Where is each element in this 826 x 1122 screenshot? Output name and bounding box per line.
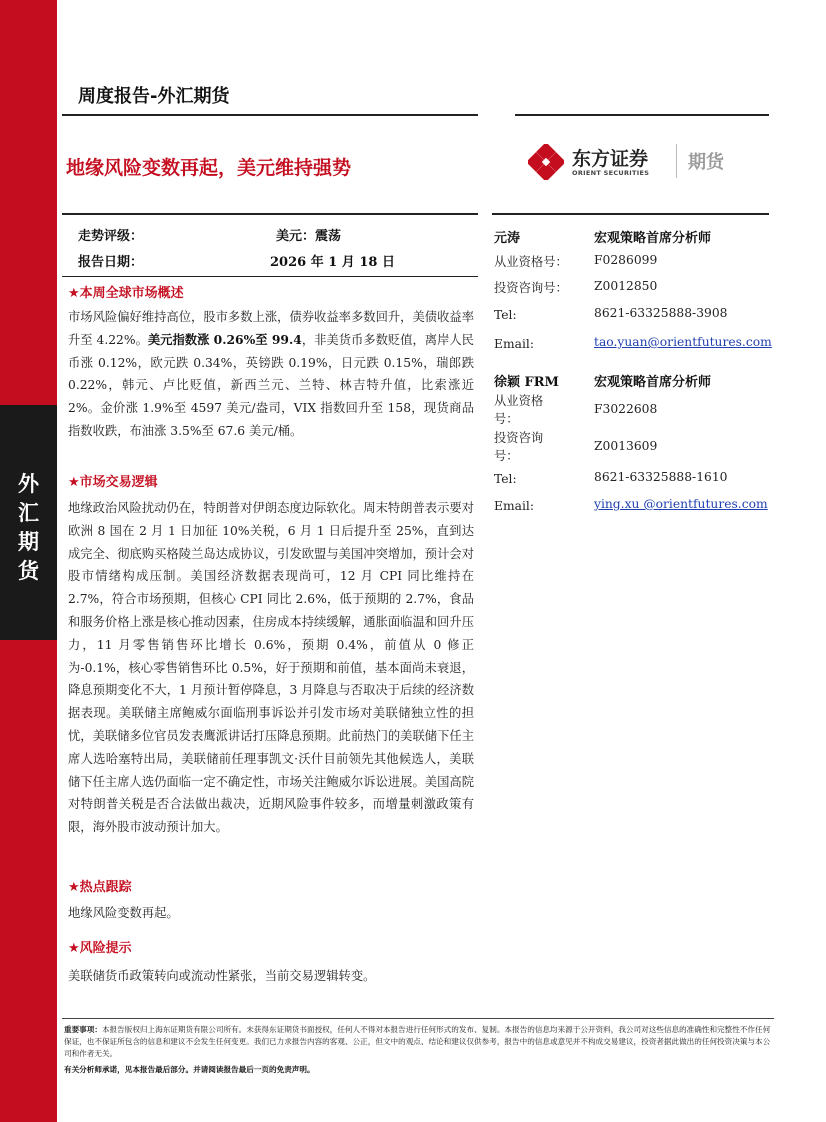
email-label: Email: <box>494 499 534 513</box>
overview-paragraph: 市场风险偏好维持高位，股市多数上涨，债券收益率多数回升，美债收益率升至 4.22%。美元指数涨 0.26%至 99.4，非美货币多数贬值，离岸人民币涨 0.12%，欧元跌 0.34%，英镑跌 0.19%，日元跌 0.15%，瑞郎跌 0.22%，韩元、卢比贬值，新西兰元、兰特、林吉特升值，比索涨近 2%。金价涨 1.9%至 4597 美元/盎司，VIX 指数回升至 158，现货商品指数收跌，布油涨 3.5%至 67.6 美元/桶。 <box>68 310 474 438</box>
side-label: 外 汇 期 货 <box>18 472 39 583</box>
logic-paragraph: 地缘政治风险扰动仍在，特朗普对伊朗态度边际软化。周末特朗普表示要对欧洲 8 国在 2 月 1 日加征 10%关税，6 月 1 日后提升至 25%，直到达成完全、彻底购买格陵兰岛达成协议，引发欧盟与美国冲突增加，预计会对股市情绪构成压制。美国经济数据表现尚可，12 月 CPI 同比维持在 2.7%，符合市场预期，但核心 CPI 同比 2.6%，低于预期的 2.7%，食品和服务价格上涨是核心推动因素，住房成本持续缓解，通胀面临温和回升压力，11 月零售销售环比增长 0.6%，预期 0.4%，前值从 0 修正为-0.1%，核心零售销售环比 0.5%，好于预期和前值，基本面尚未衰退，降息预期变化不大，1 月预计暂停降息，3 月降息与否取决于后续的经济数据表现。美联储主席鲍威尔面临刑事诉讼并引发市场对美联储独立性的担忧，美联储多位官员发表鹰派讲话打压降息预期。此前热门的美联储下任主席人选哈塞特出局，美联储前任理事凯文·沃什目前领先其他候选人，美联储下任主席人选仍面临一定不确定性，市场关注鲍威尔诉讼进展。美国高院对特朗普关税是否合法做出裁决，近期风险事件较多，而增量刺激政策有限，海外股市波动预计加大。 <box>68 501 474 835</box>
divider <box>62 114 478 116</box>
disclaimer-note: 有关分析师承诺，见本报告最后部分。并请阅读报告最后一页的免责声明。 <box>64 1065 315 1074</box>
section-title-risk: ★风险提示 <box>68 941 132 956</box>
logo-text-en: ORIENT SECURITIES <box>572 169 650 177</box>
page-title: 地缘风险变数再起，美元维持强势 <box>66 157 352 179</box>
risk-paragraph: 美联储货币政策转向或流动性紧张，当前交易逻辑转变。 <box>68 969 376 983</box>
section-title-overview: ★本周全球市场概述 <box>68 286 184 301</box>
consulting-value: Z0013609 <box>594 439 658 453</box>
qualification-label: 从业资格号： <box>494 255 568 269</box>
divider <box>62 213 478 215</box>
rating-label: 走势评级： <box>78 229 144 244</box>
divider <box>492 213 769 215</box>
email-link[interactable]: tao.yuan@orientfutures.com <box>594 335 772 349</box>
logo-separator <box>676 144 677 178</box>
divider <box>62 1018 774 1019</box>
consulting-label: 投资咨询号： <box>494 431 544 463</box>
consulting-label: 投资咨询号： <box>494 281 568 295</box>
report-type: 周度报告-外汇期货 <box>78 86 230 107</box>
hot-paragraph: 地缘风险变数再起。 <box>68 906 179 920</box>
analyst-name: 元涛 <box>494 231 521 246</box>
orient-logo-icon <box>528 144 564 180</box>
tel-label: Tel: <box>494 308 517 322</box>
email-link[interactable]: ying.xu @orientfutures.com <box>594 497 768 511</box>
qualification-value: F0286099 <box>594 253 658 267</box>
logo-suffix: 期货 <box>688 152 724 173</box>
divider <box>62 276 478 277</box>
analyst-name: 徐颖 FRM <box>494 375 559 390</box>
tel-value: 8621-63325888-1610 <box>594 470 728 484</box>
analyst-title: 宏观策略首席分析师 <box>594 231 712 246</box>
date-value: 2026 年 1 月 18 日 <box>270 255 395 270</box>
logo-text-cn: 东方证券 <box>572 148 649 170</box>
company-logo <box>528 142 738 182</box>
section-title-logic: ★市场交易逻辑 <box>68 475 158 490</box>
consulting-value: Z0012850 <box>594 279 658 293</box>
qualification-value: F3022608 <box>594 402 658 416</box>
qualification-label: 从业资格号： <box>494 394 544 426</box>
divider <box>515 114 769 116</box>
tel-value: 8621-63325888-3908 <box>594 306 728 320</box>
date-label: 报告日期： <box>78 255 144 270</box>
section-title-hot: ★热点跟踪 <box>68 880 132 895</box>
disclaimer: 重要事项：本报告版权归上海东证期货有限公司所有。未获得东证期货书面授权，任何人不得对本报告进行任何形式的发布、复制。本报告的信息均来源于公开资料，我公司对这些信息的准确性和完整性不作任何保证，也不保证所包含的信息和建议不会发生任何变更。我们已力求报告内容的客观、公正，但文中的观点、结论和建议仅供参考，报告中的信息或意见并不构成交易建议，投资者据此做出的任何投资决策与本公司和作者无关。 <box>64 1025 771 1058</box>
tel-label: Tel: <box>494 472 517 486</box>
email-label: Email: <box>494 337 534 351</box>
analyst-title: 宏观策略首席分析师 <box>594 375 712 390</box>
rating-value: 美元：震荡 <box>276 229 342 244</box>
